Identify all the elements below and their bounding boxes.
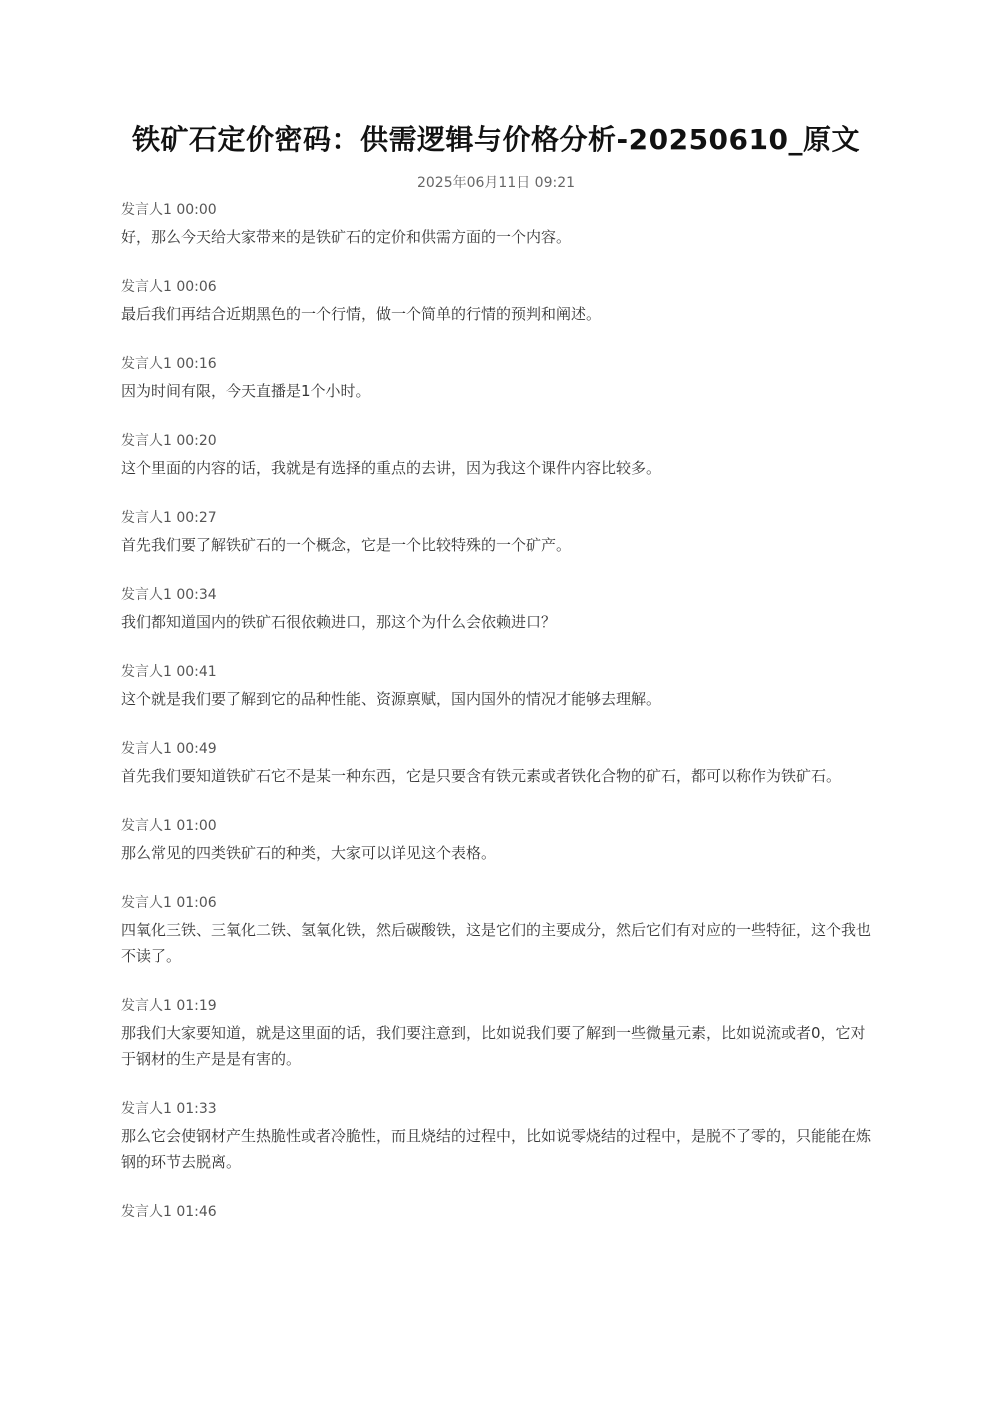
speaker-timestamp: 发言人1 01:19 (121, 998, 217, 1014)
transcript-entry (121, 276, 873, 327)
speaker-timestamp: 发言人1 00:20 (121, 433, 217, 449)
speaker-timestamp: 发言人1 01:33 (121, 1101, 217, 1117)
speech-text: 因为时间有限，今天直播是1个小时。 (121, 382, 371, 400)
transcript-entry (121, 892, 873, 969)
transcript (121, 199, 873, 1249)
speech-text: 首先我们要知道铁矿石它不是某一种东西，它是只要含有铁元素或者铁化合物的矿石，都可以称作为铁矿石。 (121, 767, 842, 785)
speaker-timestamp: 发言人1 00:06 (121, 279, 217, 295)
speech-text: 那么它会使钢材产生热脆性或者冷脆性，而且烧结的过程中，比如说零烧结的过程中，是脱不了零的，只能能在炼钢的环节去脱离。 (121, 1127, 872, 1171)
transcript-entry (121, 584, 873, 635)
speech-text: 我们都知道国内的铁矿石很依赖进口，那这个为什么会依赖进口？ (121, 613, 557, 631)
transcript-entry (121, 507, 873, 558)
speaker-timestamp: 发言人1 00:16 (121, 356, 217, 372)
speaker-timestamp: 发言人1 01:00 (121, 818, 217, 834)
document-date: 2025年06月11日 09:21 (416, 175, 576, 191)
speaker-timestamp: 发言人1 00:49 (121, 741, 217, 757)
speech-text: 最后我们再结合近期黑色的一个行情，做一个简单的行情的预判和阐述。 (121, 305, 602, 323)
transcript-entry (121, 1098, 873, 1175)
speaker-timestamp: 发言人1 00:00 (121, 202, 217, 218)
transcript-entry (121, 353, 873, 404)
speech-text: 好，那么今天给大家带来的是铁矿石的定价和供需方面的一个内容。 (121, 228, 572, 246)
transcript-entry (121, 199, 873, 250)
speech-text: 首先我们要了解铁矿石的一个概念，它是一个比较特殊的一个矿产。 (121, 536, 572, 554)
speaker-timestamp: 发言人1 01:46 (121, 1204, 217, 1220)
speaker-timestamp: 发言人1 00:34 (121, 587, 217, 603)
speech-text: 四氧化三铁、三氧化二铁、氢氧化铁，然后碳酸铁，这是它们的主要成分，然后它们有对应的一些特征，这个我也不读了。 (121, 921, 872, 965)
speaker-timestamp: 发言人1 00:27 (121, 510, 217, 526)
transcript-entry (121, 430, 873, 481)
transcript-entry (121, 738, 873, 789)
speech-text: 这个就是我们要了解到它的品种性能、资源禀赋，国内国外的情况才能够去理解。 (121, 690, 662, 708)
speech-text: 那么常见的四类铁矿石的种类，大家可以详见这个表格。 (121, 844, 497, 862)
speech-text: 这个里面的内容的话，我就是有选择的重点的去讲，因为我这个课件内容比较多。 (121, 459, 662, 477)
transcript-entry (121, 995, 873, 1072)
speaker-timestamp: 发言人1 01:06 (121, 895, 217, 911)
document-title: 铁矿石定价密码：供需逻辑与价格分析-20250610_原文 (132, 123, 860, 156)
transcript-entry (121, 661, 873, 712)
speech-text: 那我们大家要知道，就是这里面的话，我们要注意到，比如说我们要了解到一些微量元素，比如说流或者0，它对于钢材的生产是是有害的。 (121, 1024, 866, 1068)
transcript-entry (121, 815, 873, 866)
speaker-timestamp: 发言人1 00:41 (121, 664, 217, 680)
transcript-entry (121, 1201, 873, 1223)
